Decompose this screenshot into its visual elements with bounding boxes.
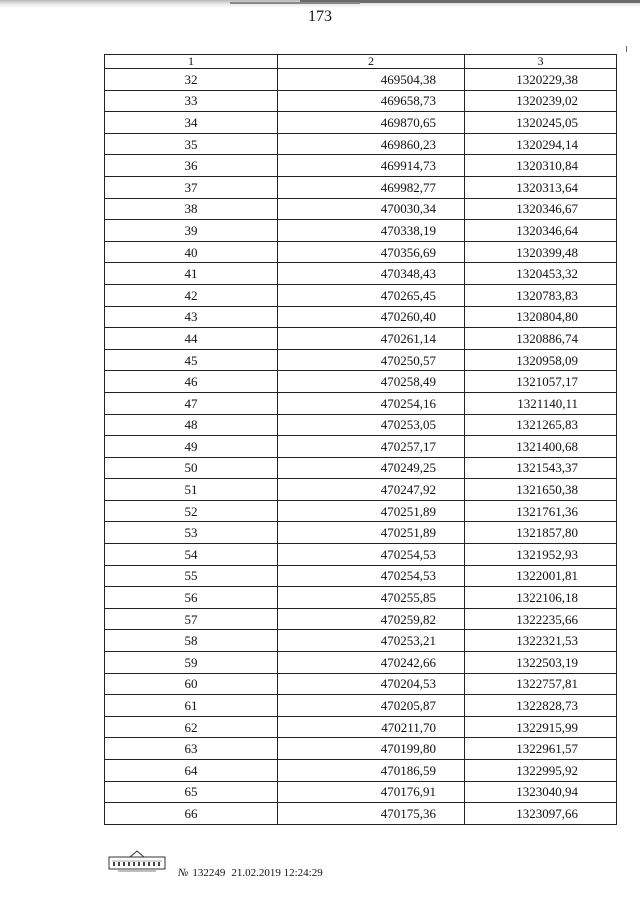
y-coordinate-cell: 1321140,11 <box>465 392 617 414</box>
column-header-1: 1 <box>105 55 278 69</box>
table-row <box>105 112 617 134</box>
y-coordinate-cell: 1322828,73 <box>465 695 617 717</box>
table-row <box>105 500 617 522</box>
point-number-cell: 60 <box>105 673 278 695</box>
table-row <box>105 803 617 825</box>
x-coordinate-cell: 470199,80 <box>278 738 465 760</box>
point-number-cell: 53 <box>105 522 278 544</box>
x-coordinate-cell: 470260,40 <box>278 306 465 328</box>
table-row <box>105 90 617 112</box>
table-row <box>105 565 617 587</box>
point-number-cell: 44 <box>105 328 278 350</box>
column-header-3: 3 <box>465 55 617 69</box>
x-coordinate-cell: 469860,23 <box>278 133 465 155</box>
table-row <box>105 133 617 155</box>
table-row <box>105 630 617 652</box>
table-row <box>105 673 617 695</box>
x-coordinate-cell: 470249,25 <box>278 457 465 479</box>
x-coordinate-cell: 470176,91 <box>278 781 465 803</box>
point-number-cell: 61 <box>105 695 278 717</box>
point-number-cell: 59 <box>105 652 278 674</box>
x-coordinate-cell: 470204,53 <box>278 673 465 695</box>
y-coordinate-cell: 1322235,66 <box>465 608 617 630</box>
x-coordinate-cell: 470247,92 <box>278 479 465 501</box>
point-number-cell: 48 <box>105 414 278 436</box>
x-coordinate-cell: 469504,38 <box>278 69 465 91</box>
y-coordinate-cell: 1320245,05 <box>465 112 617 134</box>
y-coordinate-cell: 1321952,93 <box>465 544 617 566</box>
x-coordinate-cell: 470254,16 <box>278 392 465 414</box>
table-row <box>105 263 617 285</box>
x-coordinate-cell: 470253,21 <box>278 630 465 652</box>
point-number-cell: 65 <box>105 781 278 803</box>
x-coordinate-cell: 470250,57 <box>278 349 465 371</box>
point-number-cell: 50 <box>105 457 278 479</box>
y-coordinate-cell: 1320783,83 <box>465 284 617 306</box>
table-row <box>105 738 617 760</box>
y-coordinate-cell: 1321761,36 <box>465 500 617 522</box>
x-coordinate-cell: 470253,05 <box>278 414 465 436</box>
y-coordinate-cell: 1321265,83 <box>465 414 617 436</box>
point-number-cell: 43 <box>105 306 278 328</box>
table-row <box>105 69 617 91</box>
point-number-cell: 64 <box>105 760 278 782</box>
point-number-cell: 57 <box>105 608 278 630</box>
y-coordinate-cell: 1320229,38 <box>465 69 617 91</box>
point-number-cell: 41 <box>105 263 278 285</box>
x-coordinate-cell: 470254,53 <box>278 544 465 566</box>
table-row <box>105 716 617 738</box>
table-row <box>105 479 617 501</box>
x-coordinate-cell: 470251,89 <box>278 522 465 544</box>
y-coordinate-cell: 1320310,84 <box>465 155 617 177</box>
x-coordinate-cell: 470259,82 <box>278 608 465 630</box>
point-number-cell: 54 <box>105 544 278 566</box>
y-coordinate-cell: 1321057,17 <box>465 371 617 393</box>
table-row <box>105 781 617 803</box>
table-header-row <box>105 55 617 69</box>
point-number-cell: 33 <box>105 90 278 112</box>
y-coordinate-cell: 1321400,68 <box>465 436 617 458</box>
point-number-cell: 39 <box>105 220 278 242</box>
y-coordinate-cell: 1322757,81 <box>465 673 617 695</box>
x-coordinate-cell: 470356,69 <box>278 241 465 263</box>
point-number-cell: 35 <box>105 133 278 155</box>
x-coordinate-cell: 470251,89 <box>278 500 465 522</box>
document-datetime: 21.02.2019 12:24:29 <box>231 867 323 879</box>
table-row <box>105 522 617 544</box>
table-row <box>105 587 617 609</box>
table-row <box>105 220 617 242</box>
table-row <box>105 652 617 674</box>
table-row <box>105 349 617 371</box>
y-coordinate-cell: 1320958,09 <box>465 349 617 371</box>
table-row <box>105 760 617 782</box>
y-coordinate-cell: 1322915,99 <box>465 716 617 738</box>
table-row <box>105 544 617 566</box>
y-coordinate-cell: 1320313,64 <box>465 176 617 198</box>
y-coordinate-cell: 1320886,74 <box>465 328 617 350</box>
x-coordinate-cell: 469982,77 <box>278 176 465 198</box>
table-row <box>105 328 617 350</box>
table-row <box>105 436 617 458</box>
y-coordinate-cell: 1322106,18 <box>465 587 617 609</box>
x-coordinate-cell: 470258,49 <box>278 371 465 393</box>
table-row <box>105 155 617 177</box>
x-coordinate-cell: 469914,73 <box>278 155 465 177</box>
y-coordinate-cell: 1320804,80 <box>465 306 617 328</box>
point-number-cell: 37 <box>105 176 278 198</box>
table-row <box>105 608 617 630</box>
x-coordinate-cell: 470205,87 <box>278 695 465 717</box>
point-number-cell: 32 <box>105 69 278 91</box>
page-number: 173 <box>308 8 332 25</box>
table-row <box>105 392 617 414</box>
number-sign: № <box>178 867 189 879</box>
table-body <box>105 69 617 825</box>
y-coordinate-cell: 1323040,94 <box>465 781 617 803</box>
column-header-2: 2 <box>278 55 465 69</box>
point-number-cell: 42 <box>105 284 278 306</box>
x-coordinate-cell: 470255,85 <box>278 587 465 609</box>
x-coordinate-cell: 470338,19 <box>278 220 465 242</box>
y-coordinate-cell: 1321857,80 <box>465 522 617 544</box>
y-coordinate-cell: 1320399,48 <box>465 241 617 263</box>
point-number-cell: 46 <box>105 371 278 393</box>
table-row <box>105 284 617 306</box>
y-coordinate-cell: 1321543,37 <box>465 457 617 479</box>
x-coordinate-cell: 470175,36 <box>278 803 465 825</box>
document-number: 132249 <box>192 867 226 879</box>
x-coordinate-cell: 469870,65 <box>278 112 465 134</box>
x-coordinate-cell: 470257,17 <box>278 436 465 458</box>
x-coordinate-cell: 470265,45 <box>278 284 465 306</box>
table-row <box>105 371 617 393</box>
table-row <box>105 695 617 717</box>
coordinates-table <box>104 54 617 825</box>
y-coordinate-cell: 1320239,02 <box>465 90 617 112</box>
point-number-cell: 51 <box>105 479 278 501</box>
table-row <box>105 457 617 479</box>
y-coordinate-cell: 1320453,32 <box>465 263 617 285</box>
point-number-cell: 62 <box>105 716 278 738</box>
y-coordinate-cell: 1322001,81 <box>465 565 617 587</box>
y-coordinate-cell: 1320346,64 <box>465 220 617 242</box>
x-coordinate-cell: 470242,66 <box>278 652 465 674</box>
scan-edge-shadow-2 <box>230 2 360 4</box>
x-coordinate-cell: 470186,59 <box>278 760 465 782</box>
y-coordinate-cell: 1322503,19 <box>465 652 617 674</box>
y-coordinate-cell: 1323097,66 <box>465 803 617 825</box>
y-coordinate-cell: 1320346,67 <box>465 198 617 220</box>
point-number-cell: 52 <box>105 500 278 522</box>
table-row <box>105 198 617 220</box>
point-number-cell: 38 <box>105 198 278 220</box>
point-number-cell: 55 <box>105 565 278 587</box>
point-number-cell: 47 <box>105 392 278 414</box>
y-coordinate-cell: 1320294,14 <box>465 133 617 155</box>
point-number-cell: 34 <box>105 112 278 134</box>
x-coordinate-cell: 470211,70 <box>278 716 465 738</box>
x-coordinate-cell: 470254,53 <box>278 565 465 587</box>
x-coordinate-cell: 470030,34 <box>278 198 465 220</box>
point-number-cell: 66 <box>105 803 278 825</box>
table-row <box>105 176 617 198</box>
point-number-cell: 63 <box>105 738 278 760</box>
table-row <box>105 306 617 328</box>
point-number-cell: 56 <box>105 587 278 609</box>
scan-mark <box>626 46 627 52</box>
table-row <box>105 241 617 263</box>
y-coordinate-cell: 1322321,53 <box>465 630 617 652</box>
point-number-cell: 49 <box>105 436 278 458</box>
table-row <box>105 414 617 436</box>
x-coordinate-cell: 470348,43 <box>278 263 465 285</box>
document-registration-footer <box>178 867 323 879</box>
point-number-cell: 36 <box>105 155 278 177</box>
y-coordinate-cell: 1322995,92 <box>465 760 617 782</box>
x-coordinate-cell: 469658,73 <box>278 90 465 112</box>
y-coordinate-cell: 1321650,38 <box>465 479 617 501</box>
point-number-cell: 40 <box>105 241 278 263</box>
point-number-cell: 58 <box>105 630 278 652</box>
y-coordinate-cell: 1322961,57 <box>465 738 617 760</box>
x-coordinate-cell: 470261,14 <box>278 328 465 350</box>
building-stamp-icon <box>108 850 166 872</box>
point-number-cell: 45 <box>105 349 278 371</box>
